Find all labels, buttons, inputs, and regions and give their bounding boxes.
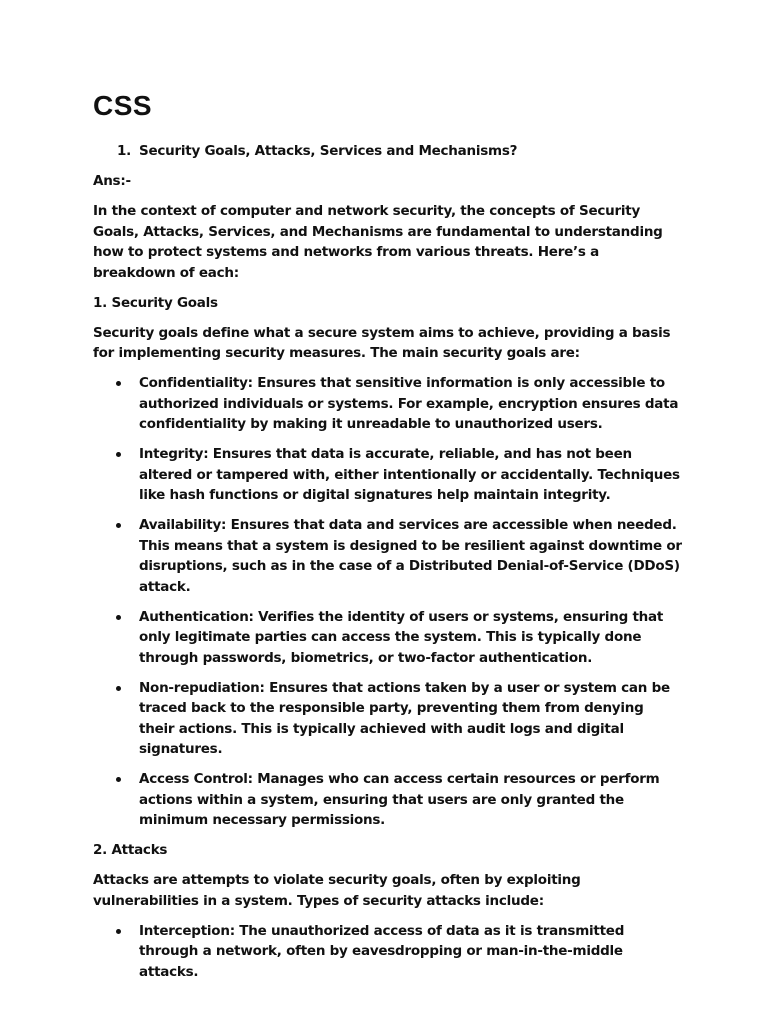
section-heading-security-goals: 1. Security Goals: [93, 294, 218, 311]
question-number: 1.: [116, 143, 131, 159]
bullet-icon: [116, 381, 121, 386]
section-heading-attacks: 2. Attacks: [93, 842, 168, 858]
bullet-icon: [116, 452, 121, 457]
bullet-icon: [116, 615, 121, 620]
list-item: [93, 678, 683, 760]
list-item: [93, 444, 683, 506]
list-item: [93, 373, 683, 435]
security-goals-list: [93, 373, 683, 831]
list-item: [93, 921, 683, 983]
list-item-text: Interception: The unauthorized access of data as it is transmitted through a network, often by eavesdropping or man-in-the-middle attacks.: [139, 922, 625, 980]
list-item-text: Confidentiality: Ensures that sensitive information is only accessible to authorized individuals or systems. For example, encryption ensures data confidentiality by making it unreadable to unauthorized users.: [139, 375, 679, 432]
bullet-icon: [116, 523, 121, 528]
document-title: CSS: [93, 90, 153, 121]
bullet-icon: [116, 929, 121, 934]
bullet-icon: [116, 686, 121, 691]
bullet-icon: [116, 777, 121, 782]
attacks-list: [93, 921, 683, 983]
list-item-text: Authentication: Verifies the identity of users or systems, ensuring that only legitimate parties can access the system. This is typically done through passwords, biometrics, or two-factor authentication.: [139, 608, 664, 666]
answer-label: Ans:-: [93, 173, 131, 189]
question-text: Security Goals, Attacks, Services and Mechanisms?: [139, 143, 518, 159]
list-item-text: Availability: Ensures that data and services are accessible when needed. This means that a system is designed to be resilient against downtime or disruptions, such as in the case of a Distributed Denial-of-Service (DDoS) attack.: [139, 517, 682, 595]
section-description-attacks: Attacks are attempts to violate security goals, often by exploiting vulnerabilities in a system. Types of security attacks include:: [93, 872, 581, 909]
section-description-security-goals: Security goals define what a secure system aims to achieve, providing a basis for implementing security measures. The main security goals are:: [93, 324, 671, 361]
list-item-text: Access Control: Manages who can access certain resources or perform actions within a system, ensuring that users are only granted the minimum necessary permissions.: [139, 771, 660, 828]
list-item-text: Integrity: Ensures that data is accurate, reliable, and has not been altered or tampered with, either intentionally or accidentally. Techniques like hash functions or digital signatures help maintain integrity.: [139, 446, 680, 503]
document-body: [93, 141, 683, 992]
question-item: [93, 141, 683, 162]
list-item: [93, 607, 683, 669]
list-item: [93, 515, 683, 597]
list-item: [93, 769, 683, 831]
list-item-text: Non-repudiation: Ensures that actions taken by a user or system can be traced back to the responsible party, preventing them from denying their actions. This is typically achieved with audit logs and digital signatures.: [139, 679, 670, 757]
intro-paragraph: In the context of computer and network security, the concepts of Security Goals, Attacks, Services, and Mechanisms are fundamental to understanding how to protect systems and networks from various threats. Here’s a breakdown of each:: [93, 203, 663, 281]
